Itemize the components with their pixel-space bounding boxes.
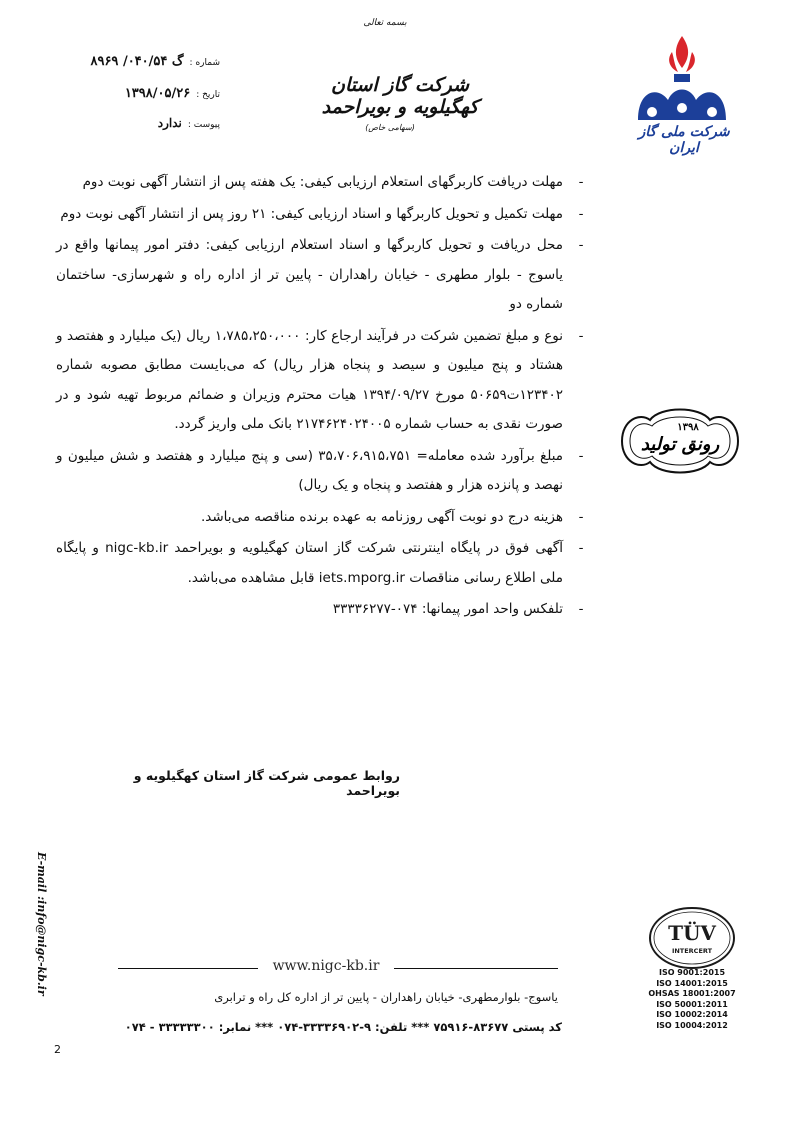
bullet-dash: - [578, 508, 584, 525]
tuv-intercert-logo-icon [648, 906, 736, 970]
stamp-year: ۱۳۹۸ [677, 422, 699, 433]
notice-item-text: آگهی فوق در پایگاه اینترنتی شرکت گاز استان کهگیلویه و بویراحمد nigc-kb.ir و پایگاه ملی اطلاع رسانی مناقصات iets.mporg.ir قابل مشاهده می‌باشد. [56, 540, 563, 586]
notice-item-text: تلفکس واحد امور پیمانها: ۰۷۴-۳۳۳۳۶۲۷۷ [332, 601, 563, 617]
notice-item-text: نوع و مبلغ تضمین شرکت در فرآیند ارجاع کار: ۱،۷۸۵،۲۵۰،۰۰۰ ریال (یک میلیارد و هفتصد و هشتاد و پنج میلیون و سیصد و پنجاه هزار ریال) که می‌بایست مطابق مصوبه شماره ۱۲۳۴۰۲ت۵۰۶۵۹ مورخ ۱۳۹۴/۰۹/۲۷ هیات محترم وزیران و ضمائم مربوط تهیه شود و در صورت نقدی به حساب شماره ۲۱۷۴۶۲۴۰۲۴۰۰۵ بانک ملی واریز گردد. [56, 327, 563, 432]
letter-attachment [48, 116, 220, 130]
iso-certifications [640, 968, 744, 1031]
notice-item [56, 168, 591, 198]
attachment-label: پیوست : [187, 120, 220, 130]
notice-body [56, 168, 591, 627]
stamp-text: رونق تولید [640, 434, 720, 455]
notice-item [56, 200, 591, 230]
iso-cert: ISO 14001:2015 [656, 978, 728, 988]
notice-item [56, 322, 591, 440]
notice-item [56, 442, 591, 501]
notice-item-text: محل دریافت و تحویل کاربرگها و اسناد استعلام ارزیابی کیفی: دفتر امور پیمانها واقع در یاسوج - بلوار مطهری - خیابان راهداران - پایین تر از اداره راه و شهرسازی- ساختمان شماره دو [56, 237, 563, 312]
iso-cert: OHSAS 18001:2007 [648, 989, 736, 998]
date-label: تاریخ : [196, 90, 220, 100]
production-stamp-icon [610, 400, 750, 482]
bullet-dash: - [578, 540, 584, 556]
notice-item-text: هزینه درج دو نوبت آگهی روزنامه به عهده برنده مناقصه می‌باشد. [200, 508, 563, 525]
attachment-value: ندارد [157, 116, 182, 130]
notice-items [56, 168, 591, 625]
footer-website: www.nigc-kb.ir [258, 958, 394, 974]
number-label: شماره : [189, 58, 220, 68]
tuv-label: TÜV [668, 921, 716, 945]
date-value: ۱۳۹۸/۰۵/۲۶ [124, 86, 191, 101]
notice-item [56, 534, 591, 593]
iso-cert: ISO 50001:2011 [656, 999, 728, 1009]
side-email-text: E-mail :info@nigc-kb.ir [35, 852, 48, 996]
bullet-dash: - [578, 447, 584, 464]
logo-caption: شرکت ملی گاز ایران [638, 124, 730, 156]
bullet-dash: - [578, 601, 584, 617]
side-email [30, 852, 54, 1032]
notice-item [56, 595, 591, 625]
iso-cert: ISO 9001:2015 [658, 968, 726, 977]
notice-item [56, 503, 591, 533]
bullet-dash: - [578, 205, 584, 222]
footer-contact: کد پستی ۸۳۶۷۷-۷۵۹۱۶ *** تلفن: ۹-۳۳۳۳۶۹۰۲-۰۷۴ *** نمابر: ۳۳۳۳۳۳۰۰ - ۰۷۴ [124, 1020, 562, 1034]
company-subtitle: (سهامی خاص) [365, 123, 415, 132]
bullet-dash: - [578, 174, 584, 190]
notice-item-text: مبلغ برآورد شده معامله= ۳۵،۷۰۶،۹۱۵،۷۵۱ (سی و پنج میلیارد و هفتصد و شش میلیون و نهصد و پانزده هزار و هفتصد و پنجاه و یک ریال) [56, 447, 563, 493]
iso-cert: ISO 10002:2014 [656, 1010, 728, 1019]
notice-item [56, 231, 591, 320]
page-number: 2 [54, 1043, 61, 1056]
notice-item-text: مهلت دریافت کاربرگهای استعلام ارزیابی کیفی: یک هفته پس از انتشار آگهی نوبت دوم [82, 174, 563, 190]
signature: روابط عمومی شرکت گاز استان کهگیلویه و بویراحمد [133, 768, 400, 798]
bullet-dash: - [578, 237, 584, 253]
notice-item-text: مهلت تکمیل و تحویل کاربرگها و اسناد ارزیابی کیفی: ۲۱ روز پس از انتشار آگهی نوبت دوم [60, 205, 563, 222]
footer-address: یاسوج- بلوارمطهری- خیابان راهداران - پایین تر از اداره کل راه و ترابری [214, 990, 558, 1004]
bismillah: بسمه تعالی [363, 18, 407, 28]
number-value: گ ۰۴۰/۵۴/ ۸۹۶۹ [90, 54, 184, 69]
iso-cert: ISO 10004:2012 [656, 1020, 728, 1030]
company-name: شرکت گاز استان کهگیلویه و بویراحمد [321, 74, 479, 118]
letter-date [48, 86, 220, 101]
tuv-sub: INTERCERT [671, 947, 713, 955]
letter-number [48, 54, 220, 69]
bullet-dash: - [578, 327, 584, 344]
